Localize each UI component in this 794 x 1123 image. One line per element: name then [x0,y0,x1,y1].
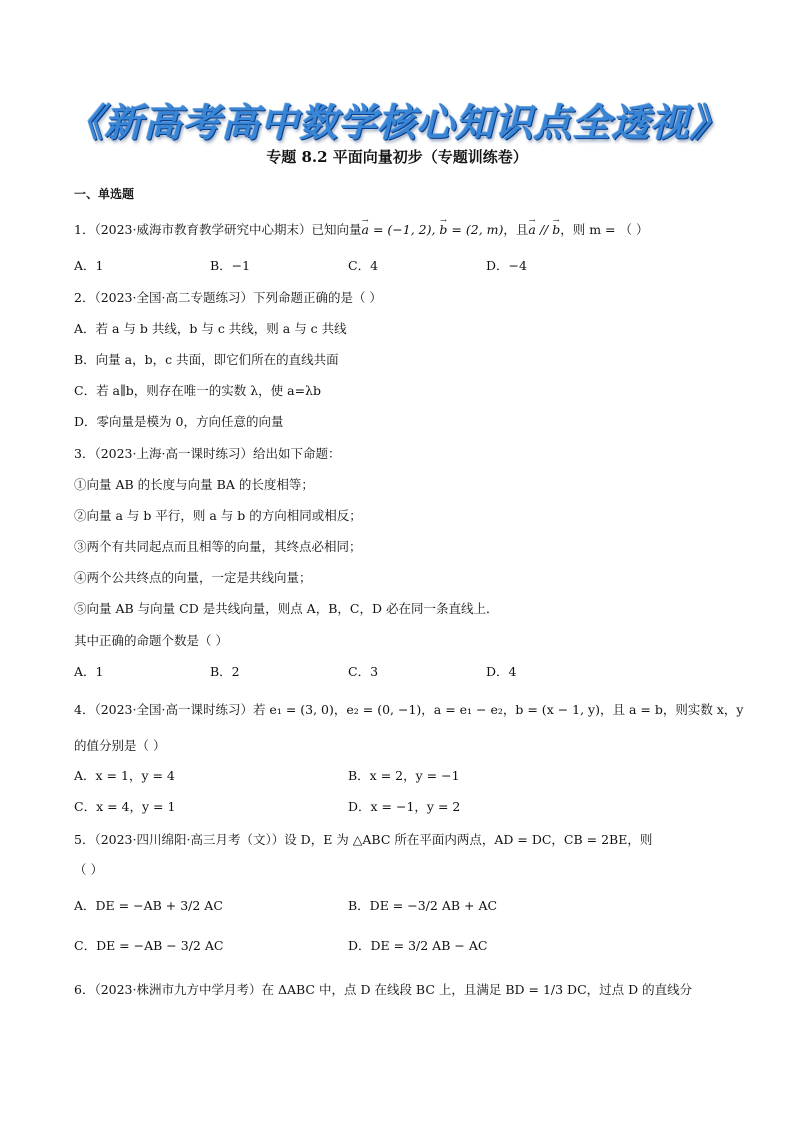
q1-prefix: 1．（2023·威海市教育教学研究中心期末）已知向量 [74,222,362,237]
q1-option-d: D．−4 [486,258,527,273]
q4-option-b: B．x = 2，y = −1 [348,768,460,783]
q3-item-5: ⑤向量 AB 与向量 CD 是共线向量，则点 A，B，C，D 必在同一条直线上． [74,601,499,616]
question-2-stem: 2．（2023·全国·高二专题练习）下列命题正确的是（ ） [74,290,382,305]
q5-option-b: B．DE = −3/2 AB + AC [348,898,498,913]
banner-title: 《新高考高中数学核心知识点全透视》 [65,101,729,145]
q4-option-c: C．x = 4，y = 1 [74,799,176,814]
question-6-stem: 6．（2023·株洲市九方中学月考）在 ΔABC 中，点 D 在线段 BC 上，且满足 BD = 1/3 DC，过点 D 的直线分 [74,982,693,997]
q5-option-d: D．DE = 3/2 AB − AC [348,938,488,953]
q3-item-2: ②向量 a 与 b 平行，则 a 与 b 的方向相同或相反； [74,508,362,523]
q1-parallel: // [535,222,553,237]
question-5-stem-cont: （ ） [74,862,103,877]
q1-a-value: = (−1, 2), [372,222,440,237]
q5-option-a: A．DE = −AB + 3/2 AC [74,898,223,913]
q3-item-4: ④两个公共终点的向量，一定是共线向量； [74,570,312,585]
q3-item-3: ③两个有共同起点而且相等的向量，其终点必相同； [74,539,362,554]
question-4-stem: 4．（2023·全国·高一课时练习）若 e₁ = (3, 0)，e₂ = (0, −1)，a = e₁ − e₂，b = (x − 1, y)，且 a = b，则实数 x，y [74,702,744,717]
q4-option-d: D．x = −1，y = 2 [348,799,461,814]
q3-option-c: C．3 [348,664,379,679]
q4-option-a: A．x = 1，y = 4 [74,768,175,783]
q3-option-b: B．2 [210,664,240,679]
q5-option-c: C．DE = −AB − 3/2 AC [74,938,224,953]
question-5-stem: 5．（2023·四川绵阳·高三月考（文））设 D，E 为 △ABC 所在平面内两点，AD = DC，CB = 2BE，则 [74,832,653,847]
q3-option-d: D．4 [486,664,517,679]
q1-end: ，则 m = （ ） [560,222,649,237]
q1-option-b: B．−1 [210,258,251,273]
q2-option-c: C．若 a∥b，则存在唯一的实数 λ，使 a=λb [74,383,321,398]
q3-item-1: ①向量 AB 的长度与向量 BA 的长度相等； [74,477,314,492]
q3-option-a: A．1 [74,664,104,679]
q1-b-value: = (2, m) [451,222,504,237]
q1-option-c: C．4 [348,258,379,273]
q1-mid: ，且 [503,222,529,237]
q1-option-a: A．1 [74,258,104,273]
question-1-stem: 1．（2023·威海市教育教学研究中心期末）已知向量→ a = (−1, 2), → b = (2, m)，且→ a // → b，则 m = （ ） [74,222,648,238]
section-heading: 一、单选题 [74,187,135,201]
q2-option-d: D．零向量是模为 0，方向任意的向量 [74,414,284,429]
page-subtitle: 专题 8.2 平面向量初步（专题训练卷） [266,148,528,166]
question-3-stem: 3．（2023·上海·高一课时练习）给出如下命题： [74,446,341,461]
q2-option-b: B．向量 a，b，c 共面，即它们所在的直线共面 [74,352,339,367]
question-4-stem-cont: 的值分别是（ ） [74,738,166,753]
q2-option-a: A．若 a 与 b 共线，b 与 c 共线，则 a 与 c 共线 [74,321,347,336]
q3-ask: 其中正确的命题个数是（ ） [74,633,228,648]
